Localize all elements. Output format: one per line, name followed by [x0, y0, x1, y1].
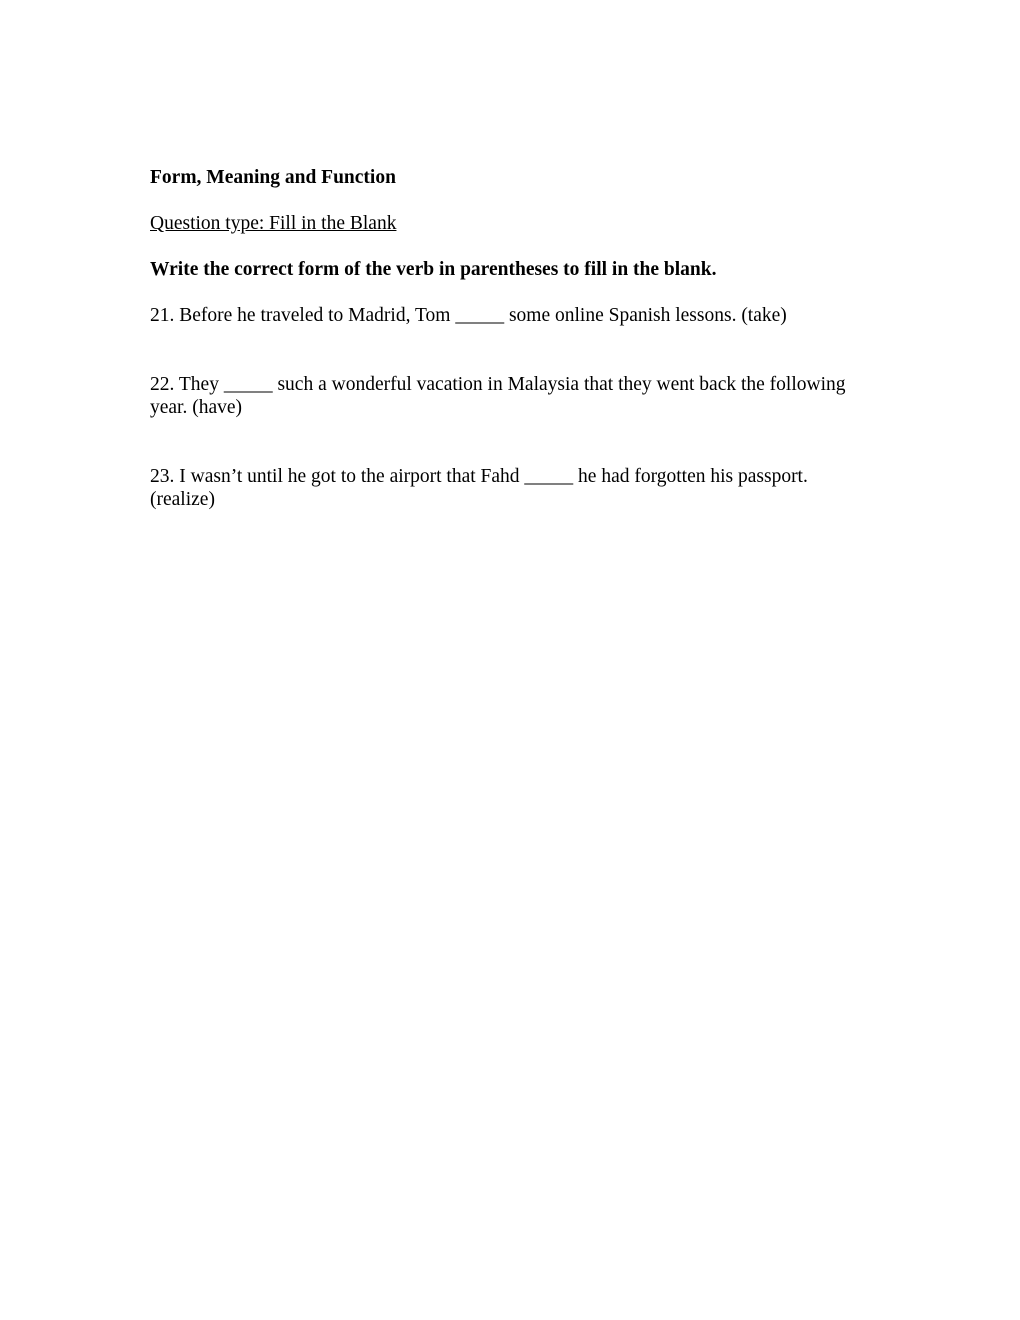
question-23: 23. I wasn’t until he got to the airport that Fahd _____ he had forgotten his passport. (realize): [150, 466, 808, 510]
document-content: [150, 166, 875, 511]
question-type-label: Question type: Fill in the Blank: [150, 213, 397, 234]
question-22: 22. They _____ such a wonderful vacation in Malaysia that they went back the following year. (have): [150, 374, 846, 418]
instructions-text: Write the correct form of the verb in parentheses to fill in the blank.: [150, 259, 717, 280]
section-heading: Form, Meaning and Function: [150, 167, 396, 188]
question-21: 21. Before he traveled to Madrid, Tom _____ some online Spanish lessons. (take): [150, 305, 787, 326]
